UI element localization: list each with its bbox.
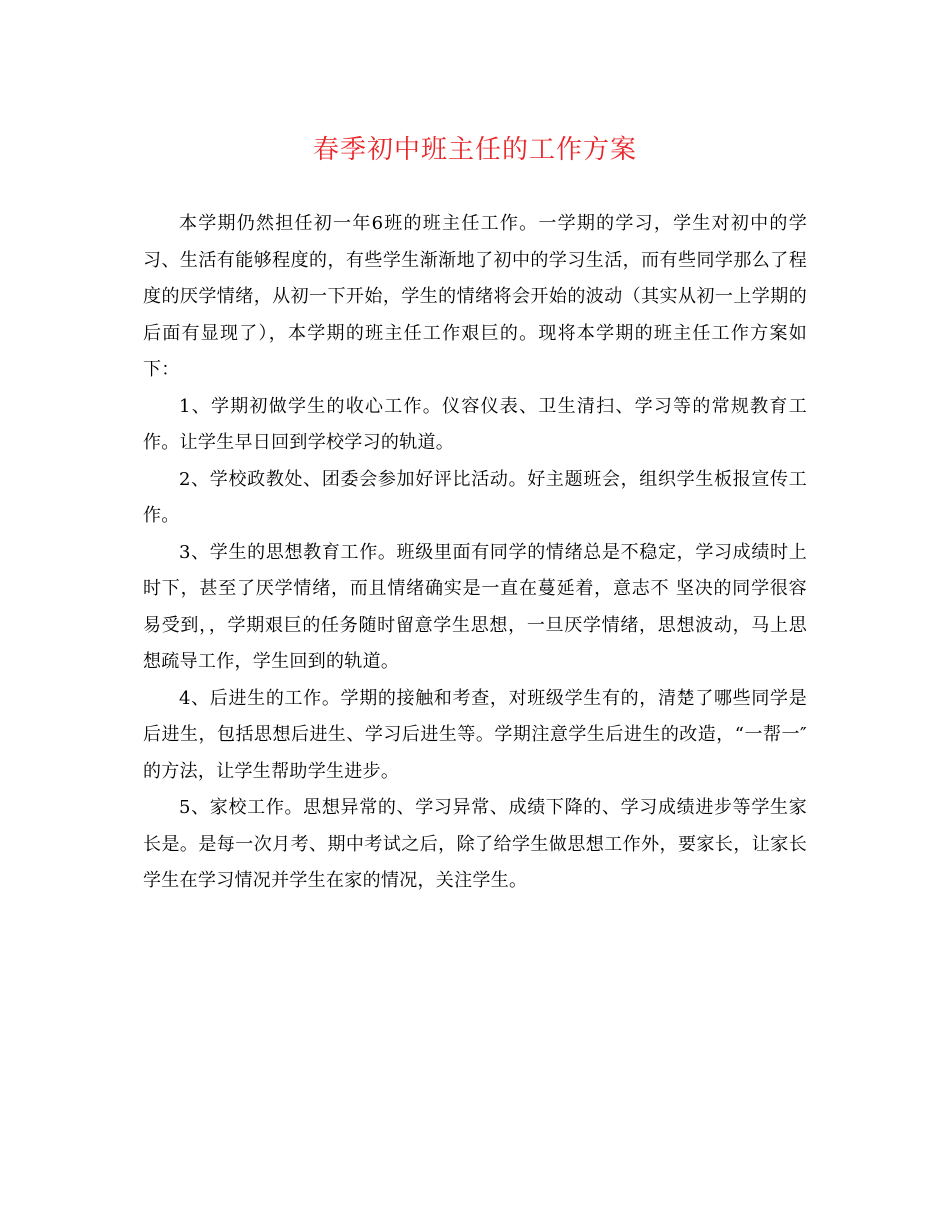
item-paragraph-3: 3、学生的思想教育工作。班级里面有同学的情绪总是不稳定，学习成绩时上时下，甚至了厌学情绪，而且情绪确实是一直在蔓延着，意志不 坚决的同学很容易受到，，学期艰巨的任务随时留意学生思想，一旦厌学情绪，思想波动，马上思想疏导工作，学生回到的轨道。 — [143, 541, 807, 672]
item-paragraph-5: 5、家校工作。思想异常的、学习异常、成绩下降的、学习成绩进步等学生家长是。是每一次月考、期中考试之后，除了给学生做思想工作外，要家长，让家长学生在学习情况并学生在家的情况，关注学生。 — [143, 797, 807, 891]
document-body — [143, 206, 807, 900]
item-paragraph-2: 2、学校政教处、团委会参加好评比活动。好主题班会，组织学生板报宣传工作。 — [143, 468, 807, 526]
document-title: 春季初中班主任的工作方案 — [312, 135, 637, 165]
item-paragraph-1: 1、学期初做学生的收心工作。仪容仪表、卫生清扫、学习等的常规教育工作。让学生早日回到学校学习的轨道。 — [143, 395, 807, 453]
intro-paragraph: 本学期仍然担任初一年6班的班主任工作。一学期的学习，学生对初中的学习、生活有能够程度的，有些学生渐渐地了初中的学习生活，而有些同学那么了程度的厌学情绪，从初一下开始，学生的情绪将会开始的波动（其实从初一上学期的后面有显现了），本学期的班主任工作艰巨的。现将本学期的班主任工作方案如下： — [143, 213, 807, 380]
item-paragraph-4: 4、后进生的工作。学期的接触和考查，对班级学生有的，清楚了哪些同学是后进生，包括思想后进生、学习后进生等。学期注意学生后进生的改造，“一帮一″的方法，让学生帮助学生进步。 — [143, 687, 807, 782]
